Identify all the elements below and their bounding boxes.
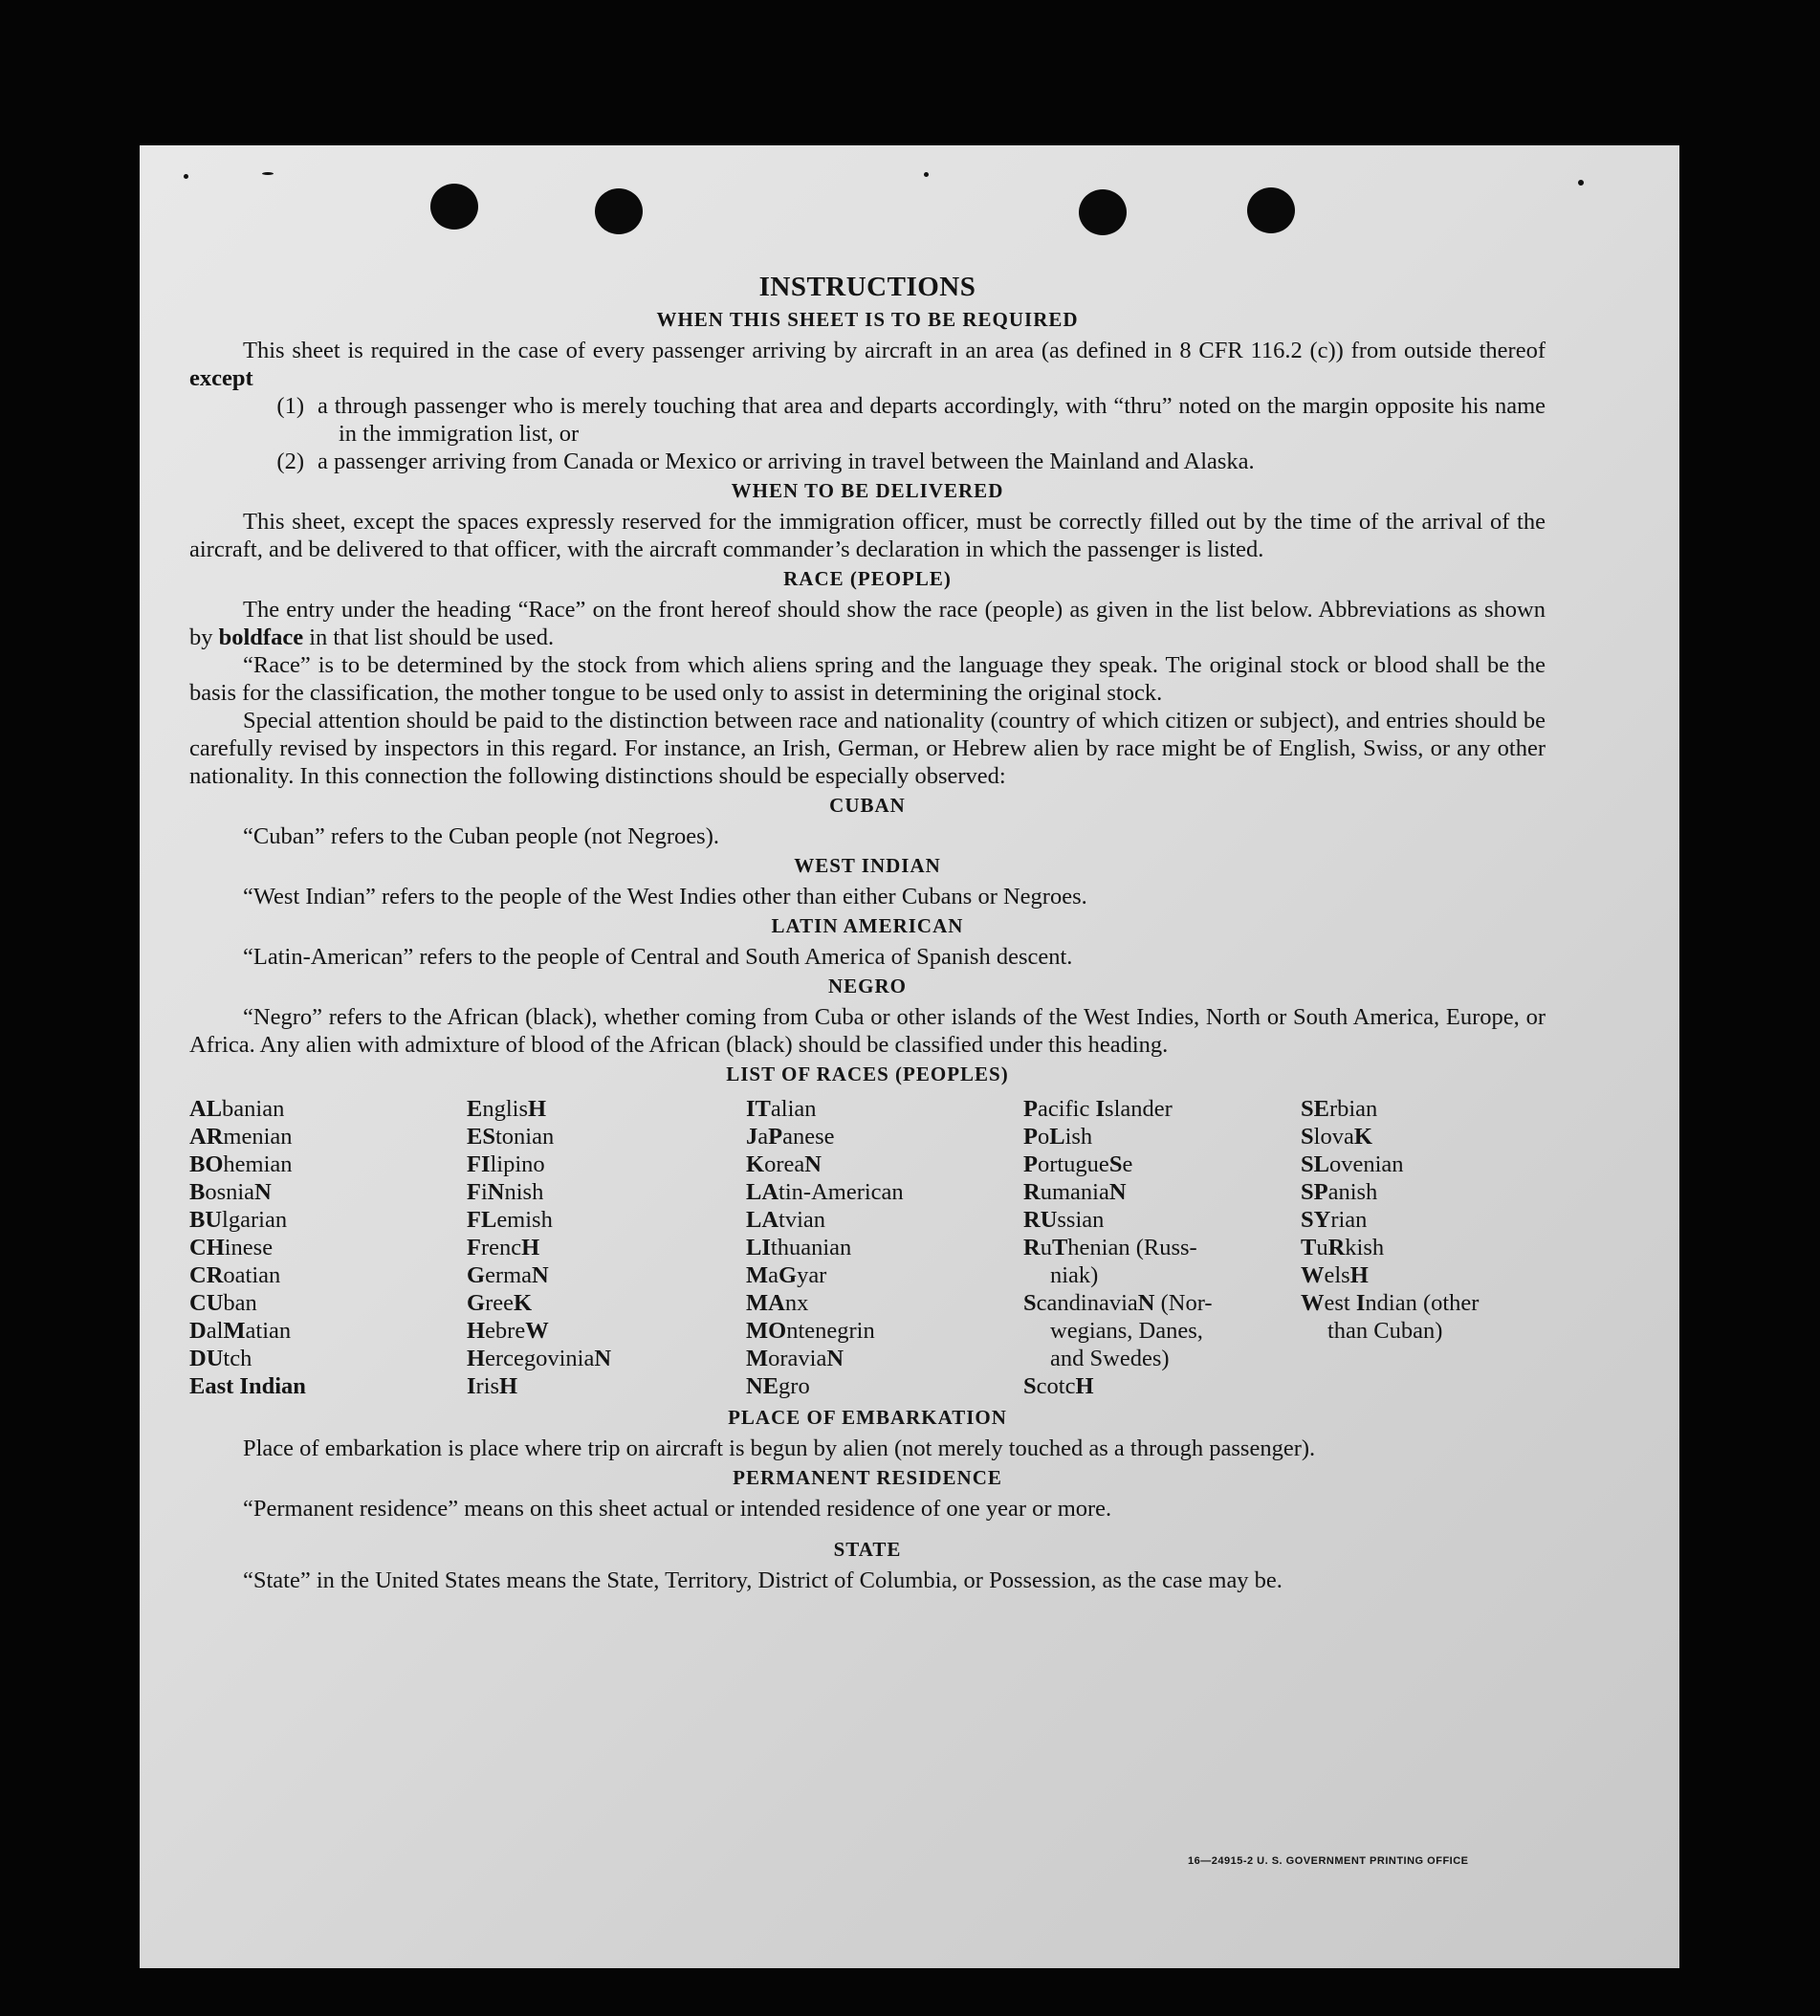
section-heading-required: WHEN THIS SHEET IS TO BE REQUIRED	[656, 308, 1079, 331]
exception-item: (1) a through passenger who is merely touching that area and departs accordingly, with “thru” noted on the margin opposite his name in the immigration list, or	[276, 393, 1546, 447]
race-entry: DUtch	[189, 1346, 252, 1371]
document-sheet	[140, 145, 1679, 1968]
dust-speck	[1578, 180, 1584, 186]
race-entry: DalMatian	[189, 1318, 292, 1344]
race-entry: EnglisH	[467, 1096, 547, 1122]
race-entry: GreeK	[467, 1290, 533, 1316]
section-heading-residence: PERMANENT RESIDENCE	[733, 1466, 1002, 1489]
dust-speck	[184, 174, 188, 179]
race-entry: HercegoviniaN	[467, 1346, 612, 1371]
delivered-text: This sheet, except the spaces expressly reserved for the immigration officer, must be correctly filled out by the time of the arrival of the aircraft, and be delivered to that officer, with the aircraft commander’s declaration in which the passenger is listed.	[189, 509, 1546, 562]
race-entry: WelsH	[1301, 1262, 1369, 1288]
race-entry: MoraviaN	[746, 1346, 844, 1371]
race-entry: SLovenian	[1301, 1151, 1404, 1177]
dust-speck	[924, 172, 929, 177]
residence-text: “Permanent residence” means on this sheet actual or intended residence of one year or more.	[243, 1496, 1112, 1522]
race-entry: PortugueSe	[1023, 1151, 1133, 1177]
race-entry: RumaniaN	[1023, 1179, 1127, 1205]
race-entry: HebreW	[467, 1318, 549, 1344]
race-entry: FiNnish	[467, 1179, 544, 1205]
section-heading-state: STATE	[833, 1538, 902, 1561]
required-intro: This sheet is required in the case of every passenger arriving by aircraft in an area (as defined in 8 CFR 116.2 (c)) from outside thereof except	[189, 338, 1546, 391]
race-entry: CUban	[189, 1290, 257, 1316]
race-entry: Pacific Islander	[1023, 1096, 1173, 1122]
race-entry: than Cuban)	[1327, 1318, 1443, 1344]
race-entry: PoLish	[1023, 1124, 1093, 1150]
punch-hole	[1079, 189, 1127, 235]
race-entry: ALbanian	[189, 1096, 285, 1122]
race-entry: BOhemian	[189, 1151, 293, 1177]
race-entry: RuThenian (Russ-	[1023, 1235, 1197, 1260]
race-entry: GermaN	[467, 1262, 549, 1288]
section-heading-delivered: WHEN TO BE DELIVERED	[731, 479, 1004, 502]
punch-hole	[430, 184, 478, 230]
section-heading-embarkation: PLACE OF EMBARKATION	[728, 1406, 1007, 1429]
races-list	[189, 1095, 1546, 1400]
negro-text: “Negro” refers to the African (black), whether coming from Cuba or other islands of the West Indies, North or South America, Europe, or Africa. Any alien with admixture of blood of the African (black) should be classified under this heading.	[189, 1004, 1546, 1058]
exception-item: (2) a passenger arriving from Canada or Mexico or arriving in travel between the Mainland and Alaska.	[276, 449, 1255, 474]
punch-hole	[1247, 187, 1295, 233]
state-text: “State” in the United States means the State, Territory, District of Columbia, or Possession, as the case may be.	[243, 1567, 1283, 1593]
race-entry: SErbian	[1301, 1096, 1378, 1122]
race-entry: ScotcH	[1023, 1373, 1094, 1399]
race-entry: MOntenegrin	[746, 1318, 875, 1344]
races-column	[467, 1095, 746, 1400]
races-column	[189, 1095, 467, 1400]
race-entry: RUssian	[1023, 1207, 1105, 1233]
punch-hole	[595, 188, 643, 234]
race-entry: ITalian	[746, 1096, 817, 1122]
race-entry: CHinese	[189, 1235, 274, 1260]
race-entry: MaGyar	[746, 1262, 827, 1288]
race-entry: SYrian	[1301, 1207, 1368, 1233]
race-entry: SlovaK	[1301, 1124, 1372, 1150]
race-paragraph-3: Special attention should be paid to the distinction between race and nationality (country of which citizen or subject), and entries should be carefully revised by inspectors in this regard. For instance, an Irish, German, or Hebrew alien by race might be of English, Swiss, or any other nationality. In this connection the following distinctions should be especially observed:	[189, 708, 1546, 789]
section-heading-race: RACE (PEOPLE)	[783, 567, 952, 590]
cuban-text: “Cuban” refers to the Cuban people (not Negroes).	[243, 823, 719, 849]
race-entry: ScandinaviaN (Nor-	[1023, 1290, 1213, 1316]
embarkation-text: Place of embarkation is place where trip on aircraft is begun by alien (not merely touched as a through passenger).	[243, 1435, 1316, 1461]
race-entry: EStonian	[467, 1124, 555, 1150]
race-entry: and Swedes)	[1050, 1346, 1170, 1371]
race-entry: LIthuanian	[746, 1235, 852, 1260]
west-indian-text: “West Indian” refers to the people of the West Indies other than either Cubans or Negroes.	[243, 884, 1087, 909]
race-entry: FrencH	[467, 1235, 540, 1260]
races-column	[746, 1095, 1023, 1400]
race-entry: niak)	[1050, 1262, 1099, 1288]
race-entry: ARmenian	[189, 1124, 293, 1150]
section-heading-latin-american: LATIN AMERICAN	[771, 914, 964, 937]
race-entry: TuRkish	[1301, 1235, 1385, 1260]
printing-office-footer: 16—24915-2 U. S. GOVERNMENT PRINTING OFFICE	[1188, 1855, 1469, 1867]
race-entry: LAtvian	[746, 1207, 826, 1233]
race-entry: FIlipino	[467, 1151, 545, 1177]
race-entry: NEgro	[746, 1373, 810, 1399]
dust-speck	[262, 172, 274, 175]
race-entry: LAtin-American	[746, 1179, 904, 1205]
race-entry: FLemish	[467, 1207, 553, 1233]
race-entry: SPanish	[1301, 1179, 1378, 1205]
section-heading-cuban: CUBAN	[829, 794, 906, 817]
races-list-heading: LIST OF RACES (PEOPLES)	[726, 1063, 1009, 1085]
race-entry: BosniaN	[189, 1179, 272, 1205]
race-paragraph-1: The entry under the heading “Race” on the front hereof should show the race (people) as given in the list below. Abbreviations as shown by boldface in that list should be used.	[189, 597, 1546, 650]
race-paragraph-2: “Race” is to be determined by the stock from which aliens spring and the language they speak. The original stock or blood shall be the basis for the classification, the mother tongue to be used only to assist in determining the original stock.	[189, 652, 1546, 706]
instructions-content	[189, 270, 1546, 1594]
page-title: INSTRUCTIONS	[758, 272, 976, 302]
race-entry: wegians, Danes,	[1050, 1318, 1203, 1344]
race-entry: East Indian	[189, 1373, 306, 1399]
race-entry: MAnx	[746, 1290, 809, 1316]
race-entry: JaPanese	[746, 1124, 835, 1150]
race-entry: CRoatian	[189, 1262, 281, 1288]
section-heading-negro: NEGRO	[827, 975, 907, 997]
race-entry: IrisH	[467, 1373, 518, 1399]
races-column	[1023, 1095, 1301, 1400]
section-heading-west-indian: WEST INDIAN	[794, 854, 941, 877]
race-entry: West Indian (other	[1301, 1290, 1480, 1316]
race-entry: BUlgarian	[189, 1207, 288, 1233]
race-entry: KoreaN	[746, 1151, 822, 1177]
latin-american-text: “Latin-American” refers to the people of Central and South America of Spanish descent.	[243, 944, 1073, 970]
races-column	[1301, 1095, 1546, 1400]
